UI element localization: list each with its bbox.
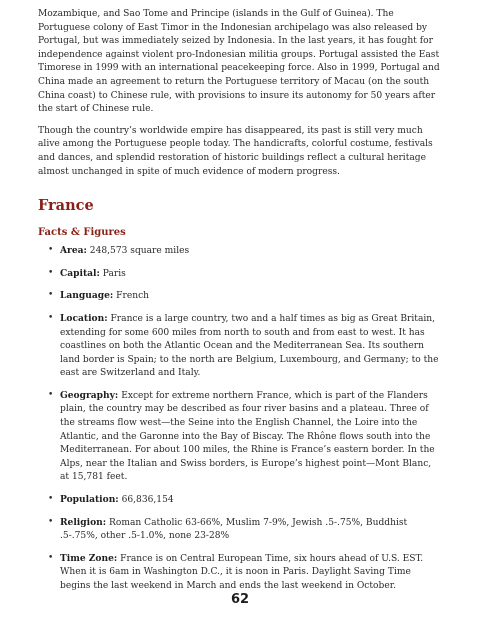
bullet-icon: • bbox=[48, 245, 54, 256]
bullet-icon: • bbox=[48, 389, 54, 400]
intro-paragraph-2: Though the country’s worldwide empire has disappeared, its past is still very much alive among the Portuguese people today. The handicrafts, colorful costume, festivals and dances, and splendid restoration of historic buildings reflect a cultural heritage almost unchanged in spite of much evidence of modern progress. bbox=[38, 125, 433, 177]
fact-item-religion bbox=[38, 516, 442, 544]
section-subtitle: Facts & Figures bbox=[38, 227, 126, 239]
bullet-icon: • bbox=[48, 494, 54, 505]
fact-item-geography bbox=[38, 389, 442, 485]
bullet-icon: • bbox=[48, 552, 54, 563]
bullet-icon: • bbox=[48, 267, 54, 278]
fact-text: 248,573 square miles bbox=[89, 246, 190, 257]
fact-label: Population: bbox=[60, 494, 119, 506]
bullet-icon: • bbox=[48, 516, 54, 527]
fact-label: Geography: bbox=[60, 389, 119, 401]
fact-label: Capital: bbox=[60, 267, 100, 279]
document-page bbox=[38, 8, 442, 602]
fact-text: Except for extreme northern France, which is part of the Flanders plain, the country may be described as four river basins and a plateau. Three of the streams flow west—the Seine into the English Channel, the Loire into the Atlantic, and the Garonne into the Bay of Biscay. The Rhône flows south into the Mediterranean. For about 100 miles, the Rhine is France’s eastern border. In the Alps, near the Italian and Swiss borders, is Europe’s highest point—Mont Blanc, at 15,781 feet. bbox=[60, 390, 435, 483]
section-title: France bbox=[38, 197, 94, 215]
fact-label: Area: bbox=[60, 245, 87, 257]
bullet-icon: • bbox=[48, 312, 54, 323]
fact-text: France is a large country, two and a half times as big as Great Britain, extending for some 600 miles from north to south and from east to west. It has coastlines on both the Atlantic Ocean and the Mediterranean Sea. Its southern land border is Spain; to the north are Belgium, Luxembourg, and Germany; to the east are Switzerland and Italy. bbox=[60, 313, 439, 379]
fact-text: Roman Catholic 63-66%, Muslim 7-9%, Jewish .5-.75%, Buddhist .5-.75%, other .5-1.0%, none 23-28% bbox=[60, 517, 408, 542]
fact-item-location bbox=[38, 312, 442, 381]
fact-item-area bbox=[38, 244, 442, 259]
intro-paragraph-1: Mozambique, and Sao Tome and Principe (islands in the Gulf of Guinea). The Portuguese colony of East Timor in the Indonesian archipelago was also released by Portugal, but was immediately seized by Indonesia. In the last years, it has fought for independence against violent pro-Indonesian militia groups. Portugal assisted the East Timorese in 1999 with an international peacekeeping force. Also in 1999, Portugal and China made an agreement to return the Portuguese territory of Macau (on the south China coast) to Chinese rule, with provisions to insure its autonomy for 50 years after the start of Chinese rule. bbox=[38, 9, 440, 115]
fact-label: Time Zone: bbox=[60, 552, 118, 564]
fact-item-population bbox=[38, 493, 442, 508]
fact-text: 66,836,154 bbox=[121, 495, 174, 506]
fact-item-language bbox=[38, 289, 442, 304]
fact-text: French bbox=[116, 291, 150, 302]
fact-label: Language: bbox=[60, 290, 114, 302]
facts-list bbox=[38, 244, 442, 593]
fact-text: Paris bbox=[102, 268, 126, 279]
fact-item-capital bbox=[38, 267, 442, 282]
page-number: 62 bbox=[230, 592, 250, 607]
fact-label: Location: bbox=[60, 312, 108, 324]
fact-label: Religion: bbox=[60, 516, 107, 528]
fact-item-time-zone bbox=[38, 552, 442, 594]
bullet-icon: • bbox=[48, 290, 54, 301]
fact-text: France is on Central European Time, six hours ahead of U.S. EST. When it is 6am in Washington D.C., it is noon in Paris. Daylight Saving Time begins the last weekend in March and ends the last weekend in October. bbox=[60, 553, 424, 591]
